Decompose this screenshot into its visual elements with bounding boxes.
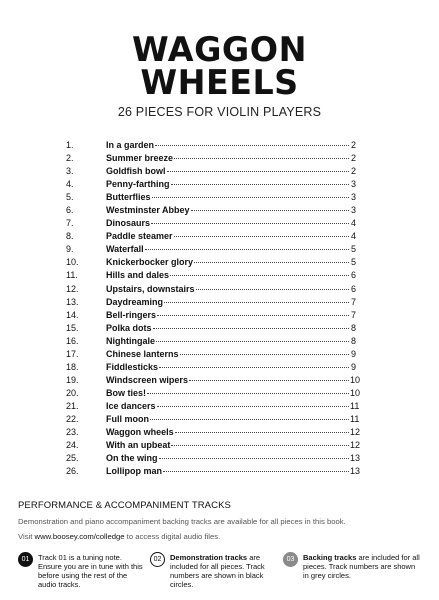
tracks-visit-line <box>18 532 428 541</box>
toc-entry-number: 17. <box>66 348 79 359</box>
toc-leader-dots <box>189 380 349 381</box>
toc-entry-title: Bow ties! <box>106 387 147 398</box>
toc-entry-number: 26. <box>66 466 79 477</box>
toc-entry-number: 24. <box>66 440 79 451</box>
toc-entry-number: 15. <box>66 322 79 333</box>
toc-entry-number: 12. <box>66 283 79 294</box>
toc-entry-title: Fiddlesticks <box>106 361 159 372</box>
toc-entry-page: 4 <box>350 231 356 242</box>
toc-entry-title: Windscreen wipers <box>106 374 188 385</box>
toc-entry <box>66 374 361 387</box>
table-of-contents <box>66 139 361 478</box>
toc-leader-dots <box>171 184 349 185</box>
toc-entry <box>66 165 356 178</box>
toc-entry-number: 11. <box>66 270 78 281</box>
toc-entry <box>66 296 356 309</box>
toc-entry-page: 11 <box>350 400 360 411</box>
toc-entry-number: 14. <box>66 309 79 320</box>
toc-entry <box>66 191 356 204</box>
toc-entry <box>66 465 361 478</box>
toc-entry-page: 2 <box>350 166 356 177</box>
toc-entry <box>66 309 356 322</box>
toc-entry-number: 25. <box>66 453 79 464</box>
toc-entry-number: 5. <box>66 192 74 203</box>
toc-entry-page: 3 <box>350 192 356 203</box>
toc-entry-number: 19. <box>66 374 79 385</box>
toc-entry-number: 7. <box>66 218 74 229</box>
toc-entry <box>66 361 356 374</box>
toc-entry-title: With an upbeat <box>106 440 171 451</box>
toc-entry-page: 3 <box>350 205 356 216</box>
backing-note-text <box>303 553 423 580</box>
toc-entry-title: Chinese lanterns <box>106 348 179 359</box>
toc-entry <box>66 152 356 165</box>
book-title-line-2: WHEELS <box>140 63 299 103</box>
toc-leader-dots <box>175 432 349 433</box>
toc-entry-title: Lollipop man <box>106 466 162 477</box>
toc-entry-number: 21. <box>66 400 79 411</box>
toc-entry-title: Nightingale <box>106 335 155 346</box>
toc-leader-dots <box>155 145 349 146</box>
toc-entry <box>66 387 361 400</box>
toc-entry-title: In a garden <box>106 140 155 150</box>
toc-entry <box>66 322 356 335</box>
toc-leader-dots <box>157 406 349 407</box>
toc-entry-title: Polka dots <box>106 322 152 333</box>
toc-entry <box>66 217 356 230</box>
colledge-url-link[interactable]: www.boosey.com/colledge <box>34 532 125 541</box>
toc-entry-number: 3. <box>66 166 74 177</box>
toc-leader-dots <box>167 171 350 172</box>
toc-entry <box>66 400 360 413</box>
toc-entry-page: 8 <box>350 335 356 346</box>
visit-prefix: Visit <box>18 532 35 541</box>
toc-entry-title: Ice dancers <box>106 400 156 411</box>
toc-leader-dots <box>150 419 349 420</box>
toc-entry-page: 7 <box>350 296 356 307</box>
toc-entry-page: 2 <box>350 153 356 164</box>
backing-tracks-label: Backing tracks <box>303 553 357 562</box>
toc-leader-dots <box>171 445 349 446</box>
tracks-heading: PERFORMANCE & ACCOMPANIMENT TRACKS <box>18 500 231 511</box>
toc-entry-number: 16. <box>66 335 79 346</box>
toc-entry <box>66 178 356 191</box>
toc-entry-title: Dinosaurs <box>106 218 151 229</box>
demonstration-tracks-body: are included for all pieces. Track numbers are shown in black circles. <box>170 553 265 589</box>
toc-entry-page: 7 <box>350 309 356 320</box>
toc-entry <box>66 439 361 452</box>
toc-entry-title: Westminster Abbey <box>106 205 190 216</box>
toc-entry-number: 23. <box>66 427 79 438</box>
toc-leader-dots <box>156 341 349 342</box>
toc-leader-dots <box>152 197 349 198</box>
toc-entry-number: 1. <box>66 140 74 150</box>
track-number-grey-circle: 03 <box>283 552 298 567</box>
toc-entry-number: 18. <box>66 361 79 372</box>
toc-leader-dots <box>159 367 349 368</box>
toc-leader-dots <box>157 315 349 316</box>
toc-entry-title: Upstairs, downstairs <box>106 283 195 294</box>
toc-entry-page: 6 <box>350 270 356 281</box>
toc-leader-dots <box>163 471 349 472</box>
toc-entry-page: 2 <box>350 140 356 150</box>
toc-entry-page: 13 <box>350 453 361 464</box>
toc-entry-page: 4 <box>350 218 356 229</box>
toc-leader-dots <box>145 249 349 250</box>
toc-entry-title: Bell-ringers <box>106 309 157 320</box>
toc-entry <box>66 243 356 256</box>
backing-tracks-note <box>283 553 423 580</box>
toc-entry <box>66 256 356 269</box>
toc-entry-page: 10 <box>350 374 361 385</box>
toc-entry-page: 5 <box>350 257 356 268</box>
toc-entry-number: 6. <box>66 205 74 216</box>
toc-entry-page: 9 <box>350 348 356 359</box>
demonstration-note-text <box>170 553 278 589</box>
tuning-note-text: Track 01 is a tuning note. Ensure you are in tune with this before using the rest of the audio tracks. <box>38 553 143 589</box>
demonstration-tracks-label: Demonstration tracks <box>170 553 248 562</box>
toc-entry-title: Daydreaming <box>106 296 164 307</box>
toc-entry-page: 6 <box>350 283 356 294</box>
tuning-note <box>18 553 143 589</box>
toc-entry-title: Butterflies <box>106 192 151 203</box>
toc-entry-number: 2. <box>66 153 74 164</box>
toc-entry <box>66 204 356 217</box>
track-number-outline-circle: 02 <box>150 552 165 567</box>
toc-entry-number: 4. <box>66 179 74 190</box>
toc-entry <box>66 348 356 361</box>
book-title-line-1: WAGGON <box>132 30 307 70</box>
toc-entry-page: 11 <box>350 413 360 424</box>
toc-leader-dots <box>180 354 349 355</box>
toc-leader-dots <box>147 393 349 394</box>
toc-entry <box>66 269 356 282</box>
toc-entry-number: 8. <box>66 231 74 242</box>
toc-entry-number: 10. <box>66 257 79 268</box>
track-number-black-circle: 01 <box>18 552 33 567</box>
toc-entry-page: 8 <box>350 322 356 333</box>
toc-entry-title: Knickerbocker glory <box>106 257 194 268</box>
toc-entry-title: Goldfish bowl <box>106 166 166 177</box>
toc-entry-number: 22. <box>66 413 79 424</box>
toc-entry <box>66 335 356 348</box>
toc-entry-page: 3 <box>350 179 356 190</box>
visit-suffix: to access digital audio files. <box>124 532 221 541</box>
toc-entry-title: Full moon <box>106 413 149 424</box>
toc-entry <box>66 413 360 426</box>
toc-entry-page: 13 <box>350 466 361 477</box>
toc-entry-number: 9. <box>66 244 74 255</box>
toc-leader-dots <box>196 289 349 290</box>
toc-entry-title: Penny-farthing <box>106 179 170 190</box>
toc-entry-number: 20. <box>66 387 79 398</box>
toc-leader-dots <box>194 262 349 263</box>
book-subtitle: 26 PIECES FOR VIOLIN PLAYERS <box>117 105 322 119</box>
toc-entry-title: Summer breeze <box>106 153 174 164</box>
toc-entry-title: Paddle steamer <box>106 231 173 242</box>
toc-leader-dots <box>153 328 349 329</box>
backing-tracks-body: are included for all pieces. Track numbers are shown in grey circles. <box>303 553 420 580</box>
toc-entry-title: On the wing <box>106 453 158 464</box>
toc-entry-title: Waggon wheels <box>106 427 174 438</box>
tracks-description: Demonstration and piano accompaniment backing tracks are available for all pieces in this book. <box>18 517 346 526</box>
toc-leader-dots <box>174 236 349 237</box>
toc-entry-page: 5 <box>350 244 356 255</box>
toc-entry-page: 9 <box>350 361 356 372</box>
toc-leader-dots <box>191 210 349 211</box>
toc-leader-dots <box>170 275 349 276</box>
toc-entry-title: Hills and dales <box>106 270 170 281</box>
toc-entry <box>66 139 356 152</box>
toc-entry <box>66 230 356 243</box>
toc-entry-page: 12 <box>350 427 361 438</box>
toc-entry <box>66 283 356 296</box>
toc-entry-page: 12 <box>350 440 361 451</box>
demonstration-tracks-note <box>150 553 278 589</box>
toc-entry <box>66 452 361 465</box>
toc-leader-dots <box>174 158 349 159</box>
toc-entry-title: Waterfall <box>106 244 144 255</box>
toc-entry-page: 10 <box>350 387 361 398</box>
toc-entry <box>66 426 361 439</box>
toc-entry-number: 13. <box>66 296 79 307</box>
toc-leader-dots <box>164 302 349 303</box>
toc-leader-dots <box>159 458 350 459</box>
toc-leader-dots <box>151 223 349 224</box>
